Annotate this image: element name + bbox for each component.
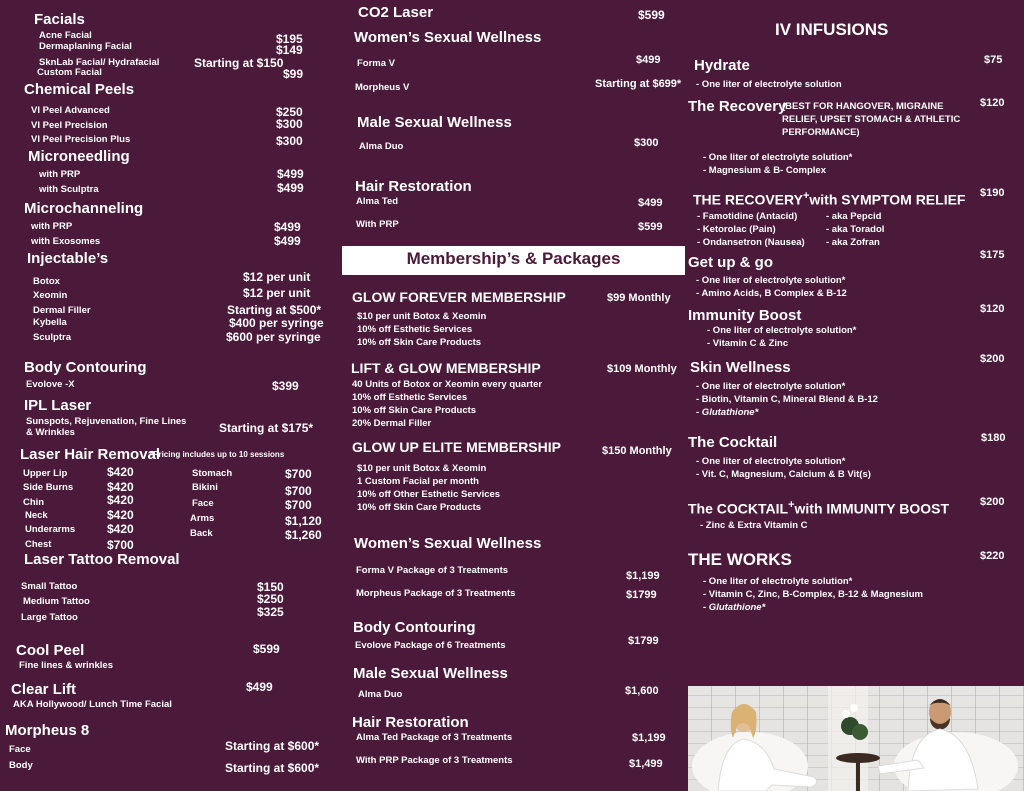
item-label: with Exosomes: [31, 236, 101, 247]
section-title: Facials: [34, 11, 85, 28]
item-price: $149: [276, 43, 303, 57]
membership-price: $99 Monthly: [607, 292, 671, 304]
item-price: $12 per unit: [243, 286, 311, 300]
item-detail: - Ketorolac (Pain): [697, 224, 776, 235]
item-price: $1,199: [632, 732, 666, 744]
spa-couple-photo: [688, 686, 1024, 791]
item-price: $499: [246, 680, 273, 694]
item-price: $499: [638, 197, 663, 209]
membership-banner-title: Membership’s & Packages: [406, 249, 621, 268]
item-label: Alma Ted: [356, 196, 399, 207]
section-title: Male Sexual Wellness: [353, 665, 508, 682]
item-price: $1,600: [625, 685, 659, 697]
item-label: With PRP Package of 3 Treatments: [356, 755, 513, 766]
section-title: [693, 191, 965, 207]
item-price: $600 per syringe: [226, 330, 321, 344]
photo-scene: [688, 686, 1024, 791]
item-label: Alma Duo: [359, 141, 404, 152]
section-title: Women’s Sexual Wellness: [354, 535, 542, 552]
section-title: CO2 Laser: [358, 4, 434, 21]
section-title: Get up & go: [688, 254, 773, 271]
item-price: $399: [272, 379, 299, 393]
item-detail: - Amino Acids, B Complex & B-12: [696, 288, 847, 299]
pricing-note: *Pricing includes up to 10 sessions: [150, 450, 285, 459]
item-label: Face: [9, 744, 31, 755]
item-price: $150: [257, 580, 284, 594]
item-label: Morpheus Package of 3 Treatments: [356, 588, 516, 599]
table-leg: [856, 758, 860, 791]
item-detail: - Vit. C, Magnesium, Calcium & B Vit(s): [696, 469, 871, 480]
item-label: SknLab Facial/ Hydrafacial: [39, 57, 160, 68]
item-price: Starting at $699*: [595, 78, 682, 90]
item-detail: - Vitamin C, Zinc, B-Complex, B-12 & Magnesium: [703, 589, 923, 600]
plus-mark: +: [802, 190, 810, 202]
membership-price: $109 Monthly: [607, 363, 677, 375]
item-label: Underarms: [25, 524, 76, 535]
membership-price: $150 Monthly: [602, 445, 672, 457]
section-title: Morpheus 8: [5, 722, 90, 739]
item-price: $190: [980, 187, 1005, 199]
item-price: $75: [984, 54, 1003, 66]
item-price: $420: [107, 480, 134, 494]
item-label: Forma V Package of 3 Treatments: [356, 565, 509, 576]
item-label: Medium Tattoo: [23, 596, 90, 607]
item-label: VI Peel Precision: [31, 120, 108, 131]
section-title: Male Sexual Wellness: [357, 114, 512, 131]
item-price: $420: [107, 465, 134, 479]
section-title: IPL Laser: [24, 397, 92, 414]
item-label: Morpheus V: [355, 82, 410, 93]
item-detail: - One liter of electrolyte solution: [696, 79, 842, 90]
item-label: Arms: [190, 513, 215, 524]
item-detail: - aka Toradol: [826, 224, 885, 235]
section-title: Microchanneling: [24, 200, 144, 217]
item-price: $180: [981, 432, 1006, 444]
item-label: Sculptra: [33, 332, 72, 343]
item-price: $1,260: [285, 528, 322, 542]
item-label: Side Burns: [23, 482, 74, 493]
item-detail: - Zinc & Extra Vitamin C: [700, 520, 808, 531]
item-label: with PRP: [31, 221, 73, 232]
section-title: Skin Wellness: [690, 359, 791, 376]
item-price: $195: [276, 32, 303, 46]
item-price: Starting at $150: [194, 56, 284, 70]
item-detail: - Ondansetron (Nausea): [697, 237, 805, 248]
item-price: $499: [274, 234, 301, 248]
section-title: Chemical Peels: [24, 81, 135, 98]
item-price: $250: [276, 105, 303, 119]
item-detail: - One liter of electrolyte solution*: [703, 576, 853, 587]
item-label: with PRP: [39, 169, 81, 180]
item-price: $1799: [628, 635, 659, 647]
benefit: $10 per unit Botox & Xeomin: [357, 463, 487, 474]
benefit: 10% off Other Esthetic Services: [357, 489, 501, 500]
section-title: Cool Peel: [16, 642, 85, 659]
plus-mark: +: [788, 499, 795, 511]
item-price: $300: [634, 137, 659, 149]
membership-title: LIFT & GLOW MEMBERSHIP: [351, 360, 541, 376]
item-price: $175: [980, 249, 1005, 261]
section-title: Women’s Sexual Wellness: [354, 29, 542, 46]
item-label: Alma Ted Package of 3 Treatments: [356, 732, 513, 743]
item-price: Starting at $600*: [225, 739, 320, 753]
item-price: $420: [107, 522, 134, 536]
section-title: Immunity Boost: [688, 307, 802, 324]
item-label: Upper Lip: [23, 468, 68, 479]
item-label: Chest: [25, 539, 52, 550]
benefit: 10% off Skin Care Products: [357, 502, 482, 513]
item-price: $1,499: [629, 758, 663, 770]
section-title: The Cocktail: [688, 434, 778, 451]
item-label: Body: [9, 760, 33, 771]
benefit: 10% off Skin Care Products: [357, 337, 482, 348]
item-label: AKA Hollywood/ Lunch Time Facial: [13, 699, 172, 710]
item-price: $1799: [626, 589, 657, 601]
item-price: $120: [980, 303, 1005, 315]
item-price: $400 per syringe: [229, 316, 324, 330]
item-price: $700: [285, 484, 312, 498]
item-detail: - aka Zofran: [826, 237, 880, 248]
item-label: Evolove Package of 6 Treatments: [355, 640, 506, 651]
item-detail: - Famotidine (Antacid): [697, 211, 798, 222]
item-label: & Wrinkles: [26, 427, 75, 438]
orchid-flower: [850, 704, 858, 712]
item-price: $499: [277, 167, 304, 181]
item-label: Acne Facial: [39, 30, 92, 41]
item-label: Forma V: [357, 58, 396, 69]
item-detail: - One liter of electrolyte solution*: [696, 275, 846, 286]
section-title: Body Contouring: [24, 359, 147, 376]
item-label: Neck: [25, 510, 48, 521]
benefit: 10% off Esthetic Services: [357, 324, 473, 335]
benefit: 40 Units of Botox or Xeomin every quarter: [352, 379, 543, 390]
benefit: 1 Custom Facial per month: [357, 476, 479, 487]
item-price: $300: [276, 134, 303, 148]
item-label: Back: [190, 528, 213, 539]
item-label: with Sculptra: [39, 184, 99, 195]
item-label: Face: [192, 498, 214, 509]
section-title: Hair Restoration: [352, 714, 469, 731]
item-price: $120: [980, 97, 1005, 109]
item-label: Custom Facial: [37, 67, 102, 78]
orchid-flower: [842, 710, 850, 718]
item-detail: - Glutathione*: [696, 407, 759, 418]
item-price: $700: [285, 467, 312, 481]
item-detail: - Magnesium & B- Complex: [703, 165, 826, 176]
item-price: $12 per unit: [243, 270, 311, 284]
recovery-note: PERFORMANCE): [782, 127, 860, 138]
item-detail: - One liter of electrolyte solution*: [707, 325, 857, 336]
item-price: $300: [276, 117, 303, 131]
item-price: Starting at $175*: [219, 421, 314, 435]
title-rest: with SYMPTOM RELIEF: [809, 191, 966, 208]
item-price: $599: [638, 8, 665, 22]
item-label: VI Peel Precision Plus: [31, 134, 131, 145]
item-price: $420: [107, 493, 134, 507]
item-label: Alma Duo: [358, 689, 403, 700]
membership-title: GLOW FOREVER MEMBERSHIP: [352, 289, 566, 305]
title-main: The COCKTAIL: [688, 500, 789, 517]
section-title: THE WORKS: [688, 550, 792, 569]
item-label: Small Tattoo: [21, 581, 78, 592]
item-price: $700: [107, 538, 134, 552]
item-price: $499: [274, 220, 301, 234]
benefit: $10 per unit Botox & Xeomin: [357, 311, 487, 322]
item-label: Fine lines & wrinkles: [19, 660, 113, 671]
item-label: Stomach: [192, 468, 233, 479]
item-price: $1,199: [626, 570, 660, 582]
section-title: [688, 500, 949, 516]
item-detail: - One liter of electrolyte solution*: [696, 381, 846, 392]
iv-infusions-title: IV INFUSIONS: [775, 20, 889, 39]
item-price: $499: [277, 181, 304, 195]
item-price: $99: [283, 67, 304, 81]
item-label: Botox: [33, 276, 60, 287]
item-label: Bikini: [192, 482, 218, 493]
membership-title: GLOW UP ELITE MEMBERSHIP: [352, 439, 561, 455]
item-label: Kybella: [33, 317, 67, 328]
section-title: Laser Hair Removal: [20, 446, 161, 463]
section-title: The Recovery: [688, 98, 787, 115]
section-title: Body Contouring: [353, 619, 476, 636]
item-price: $200: [980, 496, 1005, 508]
item-label: Large Tattoo: [21, 612, 78, 623]
item-label: With PRP: [356, 219, 399, 230]
item-label: Xeomin: [33, 290, 68, 301]
section-title: Clear Lift: [11, 681, 77, 698]
item-price: $499: [636, 54, 661, 66]
section-title: Hair Restoration: [355, 178, 472, 195]
plant-leaf: [852, 724, 868, 740]
section-title: Hydrate: [694, 57, 750, 74]
item-detail: - Glutathione*: [703, 602, 766, 613]
benefit: 20% Dermal Filler: [352, 418, 432, 429]
section-title: Injectable’s: [27, 250, 109, 267]
item-detail: - One liter of electrolyte solution*: [703, 152, 853, 163]
item-price: $325: [257, 605, 284, 619]
title-rest: with IMMUNITY BOOST: [794, 500, 950, 517]
section-title: Laser Tattoo Removal: [24, 551, 180, 568]
benefit: 10% off Esthetic Services: [352, 392, 468, 403]
item-price: $250: [257, 592, 284, 606]
item-detail: - aka Pepcid: [826, 211, 882, 222]
item-label: Evolove -X: [26, 379, 75, 390]
recovery-note: RELIEF, UPSET STOMACH & ATHLETIC: [782, 114, 961, 125]
item-price: $700: [285, 498, 312, 512]
item-label: Sunspots, Rejuvenation, Fine Lines: [26, 416, 187, 427]
item-price: $200: [980, 353, 1005, 365]
item-price: $1,120: [285, 514, 322, 528]
item-price: $599: [638, 221, 663, 233]
item-detail: - Biotin, Vitamin C, Mineral Blend & B-12: [696, 394, 878, 405]
section-title: Microneedling: [28, 148, 130, 165]
item-label: Dermaplaning Facial: [39, 41, 132, 52]
item-price: $599: [253, 642, 280, 656]
item-detail: - Vitamin C & Zinc: [707, 338, 789, 349]
benefit: 10% off Skin Care Products: [352, 405, 477, 416]
title-main: THE RECOVERY: [693, 191, 803, 208]
recovery-note: (BEST FOR HANGOVER, MIGRAINE: [782, 101, 944, 112]
item-price: $220: [980, 550, 1005, 562]
item-price: Starting at $500*: [227, 303, 322, 317]
item-label: Chin: [23, 497, 45, 508]
item-label: VI Peel Advanced: [31, 105, 110, 116]
item-price: Starting at $600*: [225, 761, 320, 775]
item-detail: - One liter of electrolyte solution*: [696, 456, 846, 467]
item-label: Dermal Filler: [33, 305, 91, 316]
item-price: $420: [107, 508, 134, 522]
